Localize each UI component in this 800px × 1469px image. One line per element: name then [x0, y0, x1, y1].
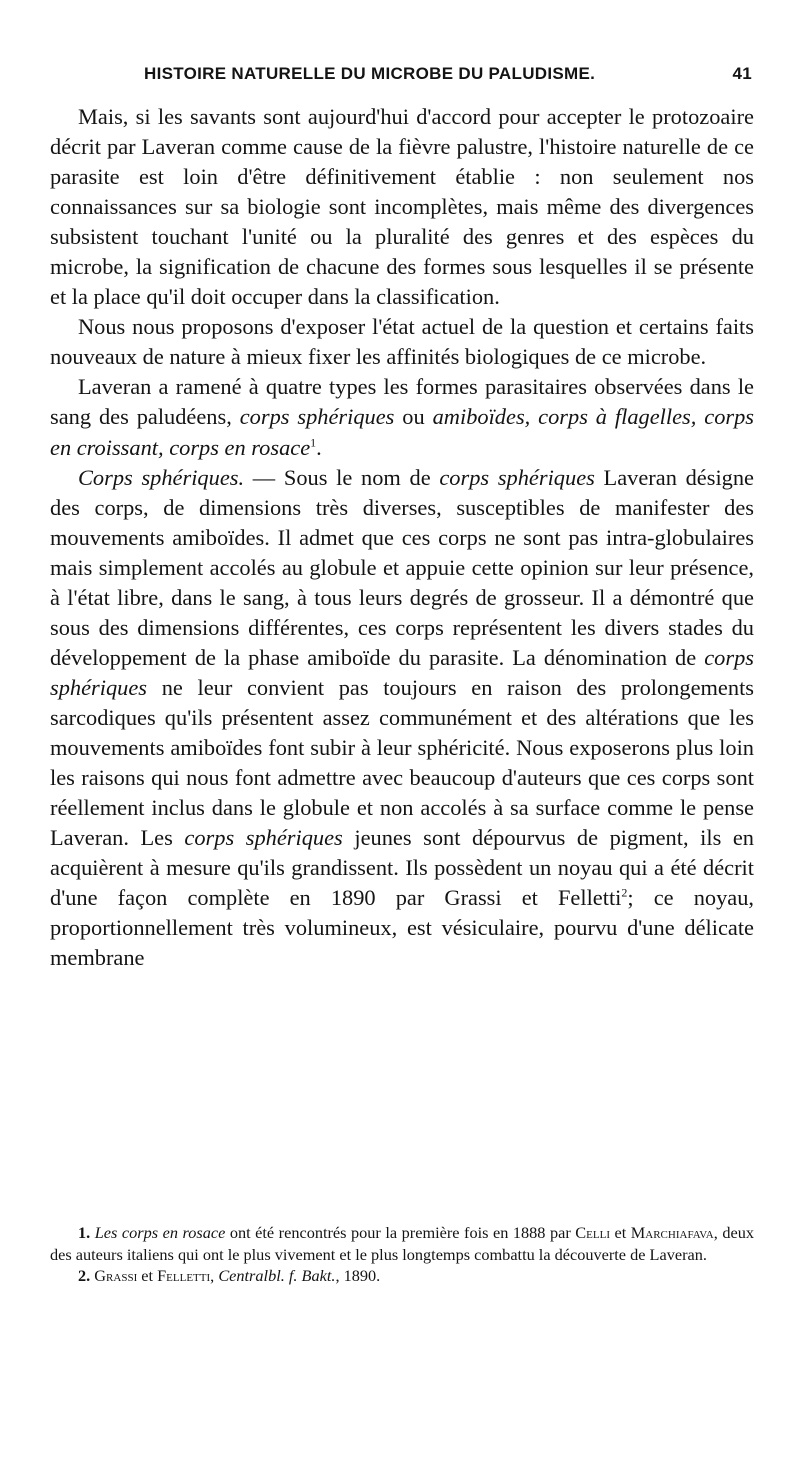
- text-run: — Sous le nom de: [244, 464, 440, 490]
- body-text: [50, 102, 754, 973]
- italic-term: corps sphériques: [184, 825, 343, 851]
- footnote: [50, 1222, 754, 1265]
- italic-term: corps sphériques: [239, 404, 395, 430]
- text-run: Laveran a ramené à quatre types les formes parasitaires observées dans le sang des paludéens,: [50, 374, 754, 430]
- text-run: ; ce noyau, proportionnellement très volumineux, est vésiculaire, pourvu d'une délicate membrane: [50, 885, 755, 971]
- text-run: ou: [394, 404, 433, 430]
- italic-term: corps sphériques: [50, 644, 754, 700]
- page-number: 41: [732, 64, 752, 83]
- author-name: Marchiafava: [630, 1223, 714, 1242]
- text-run: ont été rencontrés pour la première fois en 1888 par: [225, 1223, 576, 1242]
- text-run: , deux des auteurs italiens qui ont le plus vivement et le plus longtemps combattu la découverte de Laveran.: [50, 1223, 754, 1264]
- footnote-number: 1.: [78, 1223, 91, 1242]
- section-lead: Corps sphériques.: [78, 464, 245, 490]
- text-run: et: [609, 1223, 631, 1242]
- footnotes: [50, 1222, 754, 1287]
- text-run: .: [316, 434, 322, 460]
- text-run: ,: [210, 1266, 219, 1285]
- footnote-ref: 1: [310, 435, 317, 450]
- paragraph: [50, 372, 754, 462]
- italic-term: corps sphériques: [439, 464, 595, 490]
- paragraph: Nous nous proposons d'exposer l'état actuel de la question et certains faits nouveaux de nature à mieux fixer les affinités biologiques de ce microbe.: [50, 314, 754, 370]
- footnote-number: 2.: [78, 1266, 91, 1285]
- author-name: Celli: [575, 1223, 610, 1242]
- paragraph: Mais, si les savants sont aujourd'hui d'accord pour accepter le protozoaire décrit par Laveran comme cause de la fièvre palustre, l'histoire naturelle de ce parasite est loin d'être définitivement établie : non seulement nos connaissances sur sa biologie sont incomplètes, mais même des divergences subsistent touchant l'unité ou la pluralité des genres et des espèces du microbe, la signification de chacune des formes sous lesquelles il se présente et la place qu'il doit occuper dans la classification.: [50, 104, 754, 310]
- italic-term: amiboïdes, corps à flagelles, corps en croissant, corps en rosace: [50, 404, 755, 460]
- running-title: HISTOIRE NATURELLE DU MICROBE DU PALUDISME.: [144, 64, 596, 83]
- footnote-ref: 2: [621, 885, 628, 900]
- text-run: Laveran désigne des corps, de dimensions très diverses, susceptibles de manifester des mouvements amiboïdes. Il admet que ces corps ne sont pas intra-globulaires mais simplement accolés au globule et appuie cette opinion sur leur présence, à l'état libre, dans le sang, à tous leurs degrés de grosseur. Il a démontré que sous des dimensions différentes, ces corps représentent les divers stades du développement de la phase amiboïde du parasite. La dénomination de: [50, 464, 754, 670]
- author-name: Felletti: [157, 1266, 211, 1285]
- author-name: Grassi: [94, 1266, 138, 1285]
- text-run: jeunes sont dépourvus de pigment, ils en acquièrent à mesure qu'ils grandissent. Ils possèdent un noyau qui a été décrit d'une façon complète en 1890 par Grassi et Felletti: [50, 825, 754, 911]
- footnote: [50, 1265, 754, 1287]
- text-run: et: [137, 1266, 158, 1285]
- paragraph: [50, 463, 754, 974]
- italic-term: Les corps en rosace: [94, 1223, 226, 1242]
- running-header: [144, 64, 752, 88]
- text-run: , 1890.: [335, 1266, 381, 1285]
- journal-title: Centralbl. f. Bakt.: [218, 1266, 336, 1285]
- text-run: ne leur convient pas toujours en raison des prolongements sarcodiques qu'ils présentent assez communément et des altérations que les mouvements amiboïdes font subir à leur sphéricité. Nous exposerons plus loin les raisons qui nous font admettre avec beaucoup d'auteurs que ces corps sont réellement inclus dans le globule et non accolés à sa surface comme le pense Laveran. Les: [50, 674, 754, 851]
